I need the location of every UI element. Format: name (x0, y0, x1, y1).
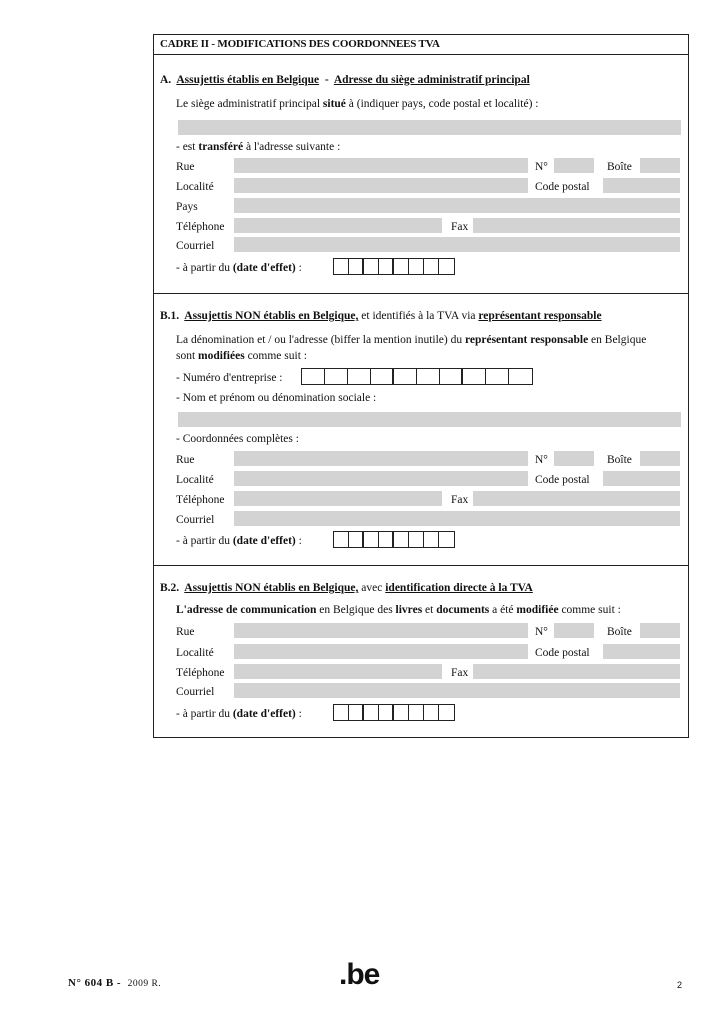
date-effet-boxes[interactable] (333, 531, 455, 548)
section-b1-intro (176, 333, 646, 347)
date-effet-boxes[interactable] (333, 258, 455, 275)
code-postal-field[interactable] (603, 178, 680, 193)
be-logo: .be (339, 958, 380, 991)
boite-field[interactable] (640, 158, 680, 173)
date-bold: (date d'effet) (232, 535, 296, 547)
code-postal-label: Code postal (535, 647, 590, 659)
page-number: 2 (677, 980, 683, 990)
numero-entreprise-boxes[interactable] (301, 368, 533, 385)
courriel-field[interactable] (234, 237, 680, 252)
pays-label: Pays (176, 201, 198, 213)
rue-label: Rue (176, 161, 195, 173)
telephone-field[interactable] (234, 218, 442, 233)
transfer-bold: transféré (198, 141, 244, 153)
form-number (68, 977, 161, 989)
code-postal-label: Code postal (535, 474, 590, 486)
intro-text: comme suit : (558, 604, 621, 616)
intro-bold: documents (436, 604, 490, 616)
code-postal-field[interactable] (603, 644, 680, 659)
date-text: : (295, 535, 302, 547)
frame-title: CADRE II - MODIFICATIONS DES COORDONNEES TVA (154, 35, 688, 55)
courriel-label: Courriel (176, 514, 215, 526)
form-year: 2009 R. (127, 979, 162, 989)
intro-text: à (indiquer pays, code postal et localité) : (345, 98, 539, 110)
intro-text: La dénomination et / ou l'adresse (biffer la mention inutile) du (176, 334, 465, 346)
form-number-text: N° 604 B - (68, 977, 122, 989)
section-b1-heading (160, 309, 602, 323)
rue-field[interactable] (234, 158, 528, 173)
date-label (176, 707, 302, 721)
rue-field[interactable] (234, 451, 528, 466)
numero-label: N° (535, 161, 548, 173)
section-a-transfer (176, 140, 340, 154)
section-b2-title: Assujettis NON établis en Belgique, (184, 582, 359, 594)
fax-field[interactable] (473, 218, 680, 233)
section-b2-subtitle: identification directe à la TVA (385, 582, 533, 594)
telephone-label: Téléphone (176, 667, 225, 679)
intro-bold: représentant responsable (464, 334, 589, 346)
pays-field[interactable] (234, 198, 680, 213)
telephone-field[interactable] (234, 664, 442, 679)
localite-field[interactable] (234, 178, 528, 193)
courriel-field[interactable] (234, 683, 680, 698)
telephone-label: Téléphone (176, 221, 225, 233)
date-text: : (295, 708, 302, 720)
code-postal-label: Code postal (535, 181, 590, 193)
coordonnees-label: - Coordonnées complètes : (176, 433, 299, 445)
intro-text: en Belgique des (316, 604, 396, 616)
section-a-subtitle: Adresse du siège administratif principal (333, 74, 530, 86)
courriel-field[interactable] (234, 511, 680, 526)
section-b1-subtitle: représentant responsable (478, 310, 602, 322)
intro-bold: situé (322, 98, 346, 110)
section-b1-title: Assujettis NON établis en Belgique, (184, 310, 359, 322)
boite-label: Boîte (607, 161, 632, 173)
telephone-field[interactable] (234, 491, 442, 506)
current-seat-field[interactable] (178, 120, 681, 135)
fax-field[interactable] (473, 664, 680, 679)
localite-label: Localité (176, 181, 214, 193)
date-label (176, 261, 302, 275)
date-bold: (date d'effet) (232, 262, 296, 274)
section-b2-mid: avec (358, 582, 386, 594)
intro-text: en Belgique (588, 334, 647, 346)
nom-label: - Nom et prénom ou dénomination sociale : (176, 392, 377, 404)
numero-field[interactable] (554, 451, 594, 466)
transfer-text: à l'adresse suivante : (243, 141, 341, 153)
section-a-heading (160, 73, 530, 87)
courriel-label: Courriel (176, 240, 215, 252)
section-divider (154, 565, 688, 566)
section-a-number: A. (160, 74, 172, 86)
form-frame (153, 34, 689, 738)
telephone-label: Téléphone (176, 494, 225, 506)
boite-field[interactable] (640, 451, 680, 466)
numero-field[interactable] (554, 623, 594, 638)
date-bold: (date d'effet) (232, 708, 296, 720)
fax-label: Fax (451, 494, 469, 506)
courriel-label: Courriel (176, 686, 215, 698)
intro-text: et (422, 604, 437, 616)
intro-bold: L'adresse de communication (176, 604, 317, 616)
section-b2-number: B.2. (160, 582, 180, 594)
intro-bold: livres (395, 604, 423, 616)
section-b2-heading (160, 581, 533, 595)
fax-label: Fax (451, 667, 469, 679)
numero-label: N° (535, 454, 548, 466)
code-postal-field[interactable] (603, 471, 680, 486)
intro-bold: modifiée (516, 604, 559, 616)
section-b1-mid: et identifiés à la TVA via (358, 310, 479, 322)
section-a-intro (176, 97, 538, 111)
intro-bold: modifiées (198, 350, 245, 362)
rue-field[interactable] (234, 623, 528, 638)
date-text: - à partir du (176, 708, 233, 720)
numero-entreprise-label: - Numéro d'entreprise : (176, 372, 283, 384)
nom-field[interactable] (178, 412, 681, 427)
intro-text: comme suit : (244, 350, 307, 362)
localite-label: Localité (176, 647, 214, 659)
section-b1-intro-2 (176, 349, 307, 363)
section-a-separator: - (324, 74, 329, 86)
date-effet-boxes[interactable] (333, 704, 455, 721)
boite-field[interactable] (640, 623, 680, 638)
section-b2-intro (176, 603, 621, 617)
intro-text: a été (489, 604, 517, 616)
boite-label: Boîte (607, 454, 632, 466)
rue-label: Rue (176, 454, 195, 466)
localite-label: Localité (176, 474, 214, 486)
localite-field[interactable] (234, 471, 528, 486)
transfer-text: - est (176, 141, 199, 153)
date-text: - à partir du (176, 262, 233, 274)
section-divider (154, 293, 688, 294)
intro-text: Le siège administratif principal (176, 98, 323, 110)
section-a-title: Assujettis établis en Belgique (176, 74, 320, 86)
fax-label: Fax (451, 221, 469, 233)
boite-label: Boîte (607, 626, 632, 638)
fax-field[interactable] (473, 491, 680, 506)
section-b1-number: B.1. (160, 310, 180, 322)
date-text: - à partir du (176, 535, 233, 547)
numero-label: N° (535, 626, 548, 638)
numero-field[interactable] (554, 158, 594, 173)
date-label (176, 534, 302, 548)
date-text: : (295, 262, 302, 274)
localite-field[interactable] (234, 644, 528, 659)
rue-label: Rue (176, 626, 195, 638)
intro-text: sont (176, 350, 199, 362)
